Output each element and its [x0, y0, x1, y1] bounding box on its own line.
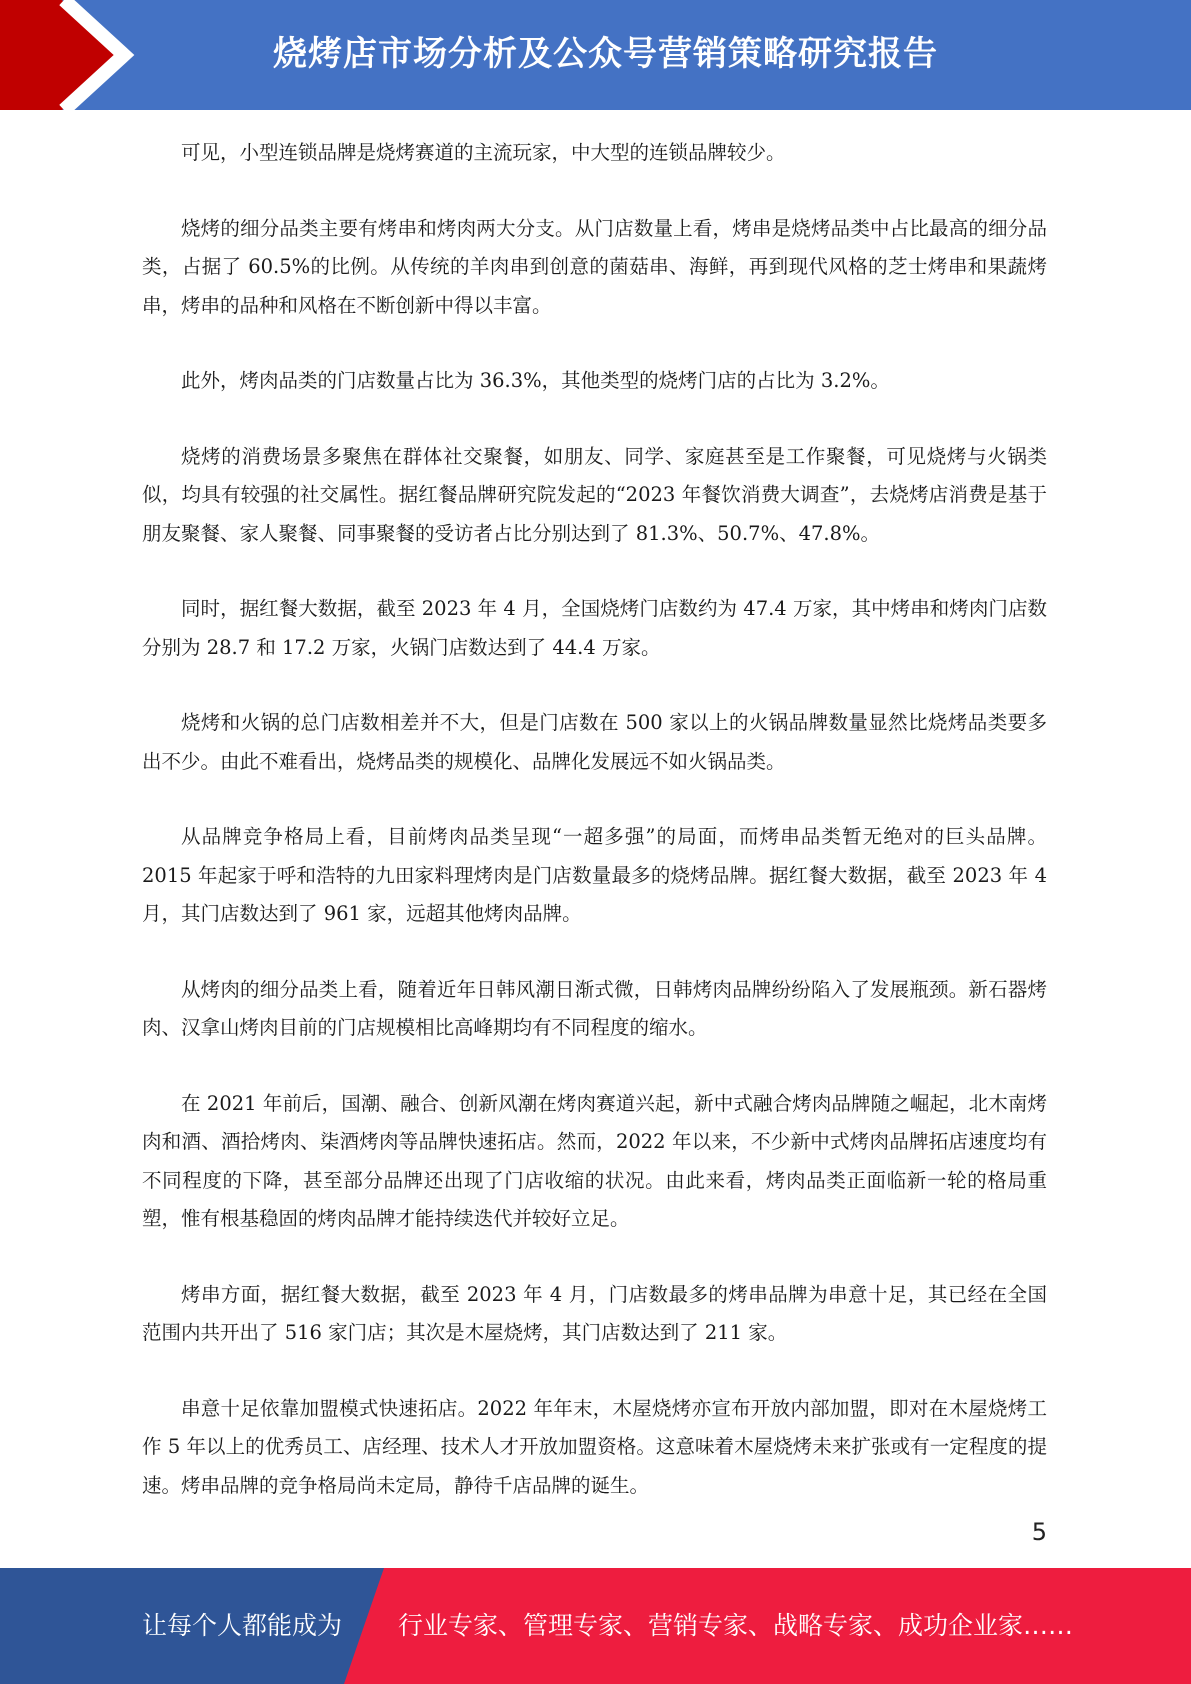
paragraph: 烧烤的消费场景多聚焦在群体社交聚餐，如朋友、同学、家庭甚至是工作聚餐，可见烧烤与火锅类似，均具有较强的社交属性。据红餐品牌研究院发起的“2023 年餐饮消费大调查”，去烧烤店消费是基于朋友聚餐、家人聚餐、同事聚餐的受访者占比分别达到了 81.3%、50.7%、47.8%。	[142, 444, 1047, 545]
report-title: 烧烤店市场分析及公众号营销策略研究报告	[273, 34, 938, 74]
paragraph: 可见，小型连锁品牌是烧烤赛道的主流玩家，中大型的连锁品牌较少。	[181, 141, 786, 164]
page-footer	[0, 1568, 1191, 1684]
page-header	[0, 0, 1191, 110]
paragraph: 烧烤的细分品类主要有烤串和烤肉两大分支。从门店数量上看，烤串是烧烤品类中占比最高的细分品类，占据了 60.5%的比例。从传统的羊肉串到创意的菌菇串、海鲜，再到现代风格的芝士烤串和果蔬烤串，烤串的品种和风格在不断创新中得以丰富。	[142, 216, 1047, 317]
footer-slogan-right: 行业专家、管理专家、营销专家、战略专家、成功企业家……	[398, 1611, 1074, 1640]
paragraph: 烧烤和火锅的总门店数相差并不大，但是门店数在 500 家以上的火锅品牌数量显然比烧烤品类要多出不少。由此不难看出，烧烤品类的规模化、品牌化发展远不如火锅品类。	[142, 711, 1047, 773]
body-text	[142, 134, 1047, 1542]
paragraph: 串意十足依靠加盟模式快速拓店。2022 年年末，木屋烧烤亦宣布开放内部加盟，即对在木屋烧烤工作 5 年以上的优秀员工、店经理、技术人才开放加盟资格。这意味着木屋烧烤未来扩张或有一定程度的提速。烤串品牌的竞争格局尚未定局，静待千店品牌的诞生。	[142, 1396, 1047, 1497]
paragraph: 从烤肉的细分品类上看，随着近年日韩风潮日渐式微，日韩烤肉品牌纷纷陷入了发展瓶颈。新石器烤肉、汉拿山烤肉目前的门店规模相比高峰期均有不同程度的缩水。	[142, 977, 1047, 1039]
paragraph: 此外，烤肉品类的门店数量占比为 36.3%，其他类型的烧烤门店的占比为 3.2%。	[181, 369, 890, 392]
paragraph: 在 2021 年前后，国潮、融合、创新风潮在烤肉赛道兴起，新中式融合烤肉品牌随之崛起，北木南烤肉和酒、酒拾烤肉、柒酒烤肉等品牌快速拓店。然而，2022 年以来，不少新中式烤肉品牌拓店速度均有不同程度的下降，甚至部分品牌还出现了门店收缩的状况。由此来看，烤肉品类正面临新一轮的格局重塑，惟有根基稳固的烤肉品牌才能持续迭代并较好立足。	[142, 1091, 1047, 1230]
page-number: 5	[1031, 1518, 1047, 1546]
paragraph: 烤串方面，据红餐大数据，截至 2023 年 4 月，门店数最多的烤串品牌为串意十足，其已经在全国范围内共开出了 516 家门店；其次是木屋烧烤，其门店数达到了 211 家。	[142, 1282, 1047, 1344]
paragraph: 同时，据红餐大数据，截至 2023 年 4 月，全国烧烤门店数约为 47.4 万家，其中烤串和烤肉门店数分别为 28.7 和 17.2 万家，火锅门店数达到了 44.4 万家。	[142, 597, 1047, 659]
header-arrow-decoration	[0, 0, 160, 110]
paragraph: 从品牌竞争格局上看，目前烤肉品类呈现“一超多强”的局面，而烤串品类暂无绝对的巨头品牌。2015 年起家于呼和浩特的九田家料理烤肉是门店数量最多的烧烤品牌。据红餐大数据，截至 2023 年 4 月，其门店数达到了 961 家，远超其他烤肉品牌。	[142, 825, 1047, 925]
footer-slogan-left: 让每个人都能成为	[142, 1611, 343, 1640]
